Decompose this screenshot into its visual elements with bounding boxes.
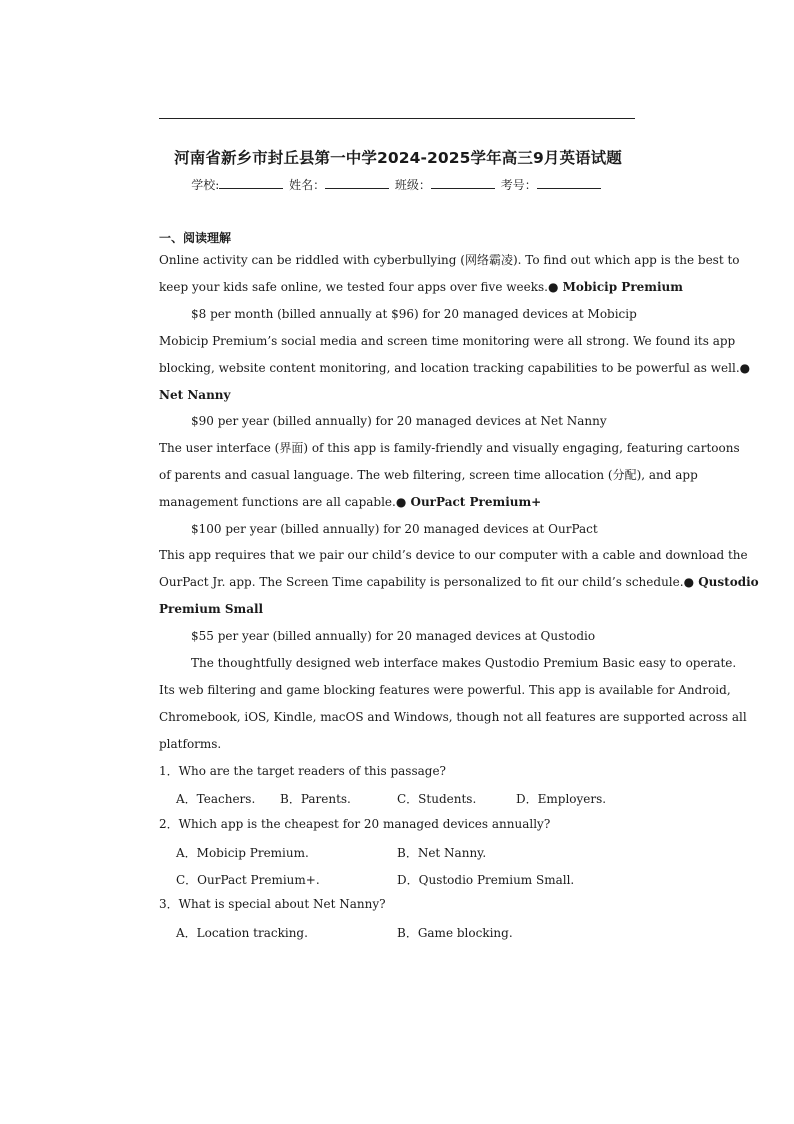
option-q1-c[interactable]: C．Students. bbox=[397, 792, 477, 806]
app-heading-mobicip: ● Mobicip Premium bbox=[547, 280, 683, 294]
app-heading-qustodio: ● Qustodio bbox=[683, 575, 759, 589]
option-q2-b[interactable]: B．Net Nanny. bbox=[397, 846, 487, 860]
passage-text: keep your kids safe online, we tested four apps over five weeks. bbox=[159, 280, 548, 294]
page-title: 河南省新乡市封丘县第一中学2024-2025学年高三9月英语试题 bbox=[174, 149, 622, 167]
class-blank[interactable] bbox=[431, 177, 495, 189]
passage-line bbox=[159, 495, 635, 509]
passage-line: of parents and casual language. The web filtering, screen time allocation (分配), and app bbox=[159, 468, 698, 482]
option-q3-a[interactable]: A．Location tracking. bbox=[176, 926, 308, 940]
question-stem: 3．What is special about Net Nanny? bbox=[159, 897, 386, 911]
price-line-mobicip: $8 per month (billed annually at $96) for 20 managed devices at Mobicip bbox=[191, 307, 637, 321]
id-label: 考号： bbox=[500, 178, 537, 192]
app-heading-net-nanny: Net Nanny bbox=[159, 388, 231, 402]
student-info-line bbox=[159, 176, 635, 193]
passage-line: Online activity can be riddled with cyberbullying (网络霸凌). To find out which app is the best to bbox=[159, 253, 740, 267]
passage-text: OurPact Jr. app. The Screen Time capability is personalized to fit our child’s schedule. bbox=[159, 575, 684, 589]
question-stem: 1．Who are the target readers of this passage? bbox=[159, 764, 446, 778]
passage-line: platforms. bbox=[159, 737, 222, 751]
class-label: 班级： bbox=[394, 178, 431, 192]
option-q1-b[interactable]: B．Parents. bbox=[280, 792, 351, 806]
option-q2-c[interactable]: C．OurPact Premium+. bbox=[176, 873, 320, 887]
section-heading: 一、阅读理解 bbox=[159, 231, 232, 245]
school-blank[interactable] bbox=[219, 177, 283, 189]
name-label: 姓名： bbox=[289, 178, 326, 192]
option-q2-a[interactable]: A．Mobicip Premium. bbox=[176, 846, 309, 860]
passage-line: The thoughtfully designed web interface makes Qustodio Premium Basic easy to operate. bbox=[191, 656, 737, 670]
option-q3-b[interactable]: B．Game blocking. bbox=[397, 926, 513, 940]
passage-line: Chromebook, iOS, Kindle, macOS and Windows, though not all features are supported across all bbox=[159, 710, 747, 724]
passage-line: blocking, website content monitoring, and location tracking capabilities to be powerful as well.● bbox=[159, 361, 751, 375]
name-blank[interactable] bbox=[325, 177, 389, 189]
app-heading-qustodio-cont: Premium Small bbox=[159, 602, 264, 616]
passage-text: management functions are all capable. bbox=[159, 495, 396, 509]
school-label: 学校: bbox=[191, 178, 220, 192]
id-blank[interactable] bbox=[537, 177, 601, 189]
option-q1-d[interactable]: D．Employers. bbox=[516, 792, 607, 806]
header-rule bbox=[159, 118, 635, 119]
passage-line: Its web filtering and game blocking features were powerful. This app is available for Android, bbox=[159, 683, 731, 697]
passage-line bbox=[159, 280, 683, 294]
passage-line: This app requires that we pair our child’s device to our computer with a cable and download the bbox=[159, 548, 748, 562]
option-q1-a[interactable]: A．Teachers. bbox=[176, 792, 256, 806]
price-line-ourpact: $100 per year (billed annually) for 20 managed devices at OurPact bbox=[191, 522, 598, 536]
passage-line bbox=[159, 575, 759, 589]
passage-line: Mobicip Premium’s social media and screen time monitoring were all strong. We found its app bbox=[159, 334, 736, 348]
price-line-net-nanny: $90 per year (billed annually) for 20 managed devices at Net Nanny bbox=[191, 414, 607, 428]
question-stem: 2．Which app is the cheapest for 20 managed devices annually? bbox=[159, 817, 551, 831]
app-heading-ourpact: ● OurPact Premium+ bbox=[395, 495, 542, 509]
passage-line: The user interface (界面) of this app is family-friendly and visually engaging, featuring cartoons bbox=[159, 441, 740, 455]
price-line-qustodio: $55 per year (billed annually) for 20 managed devices at Qustodio bbox=[191, 629, 596, 643]
option-q2-d[interactable]: D．Qustodio Premium Small. bbox=[397, 873, 575, 887]
